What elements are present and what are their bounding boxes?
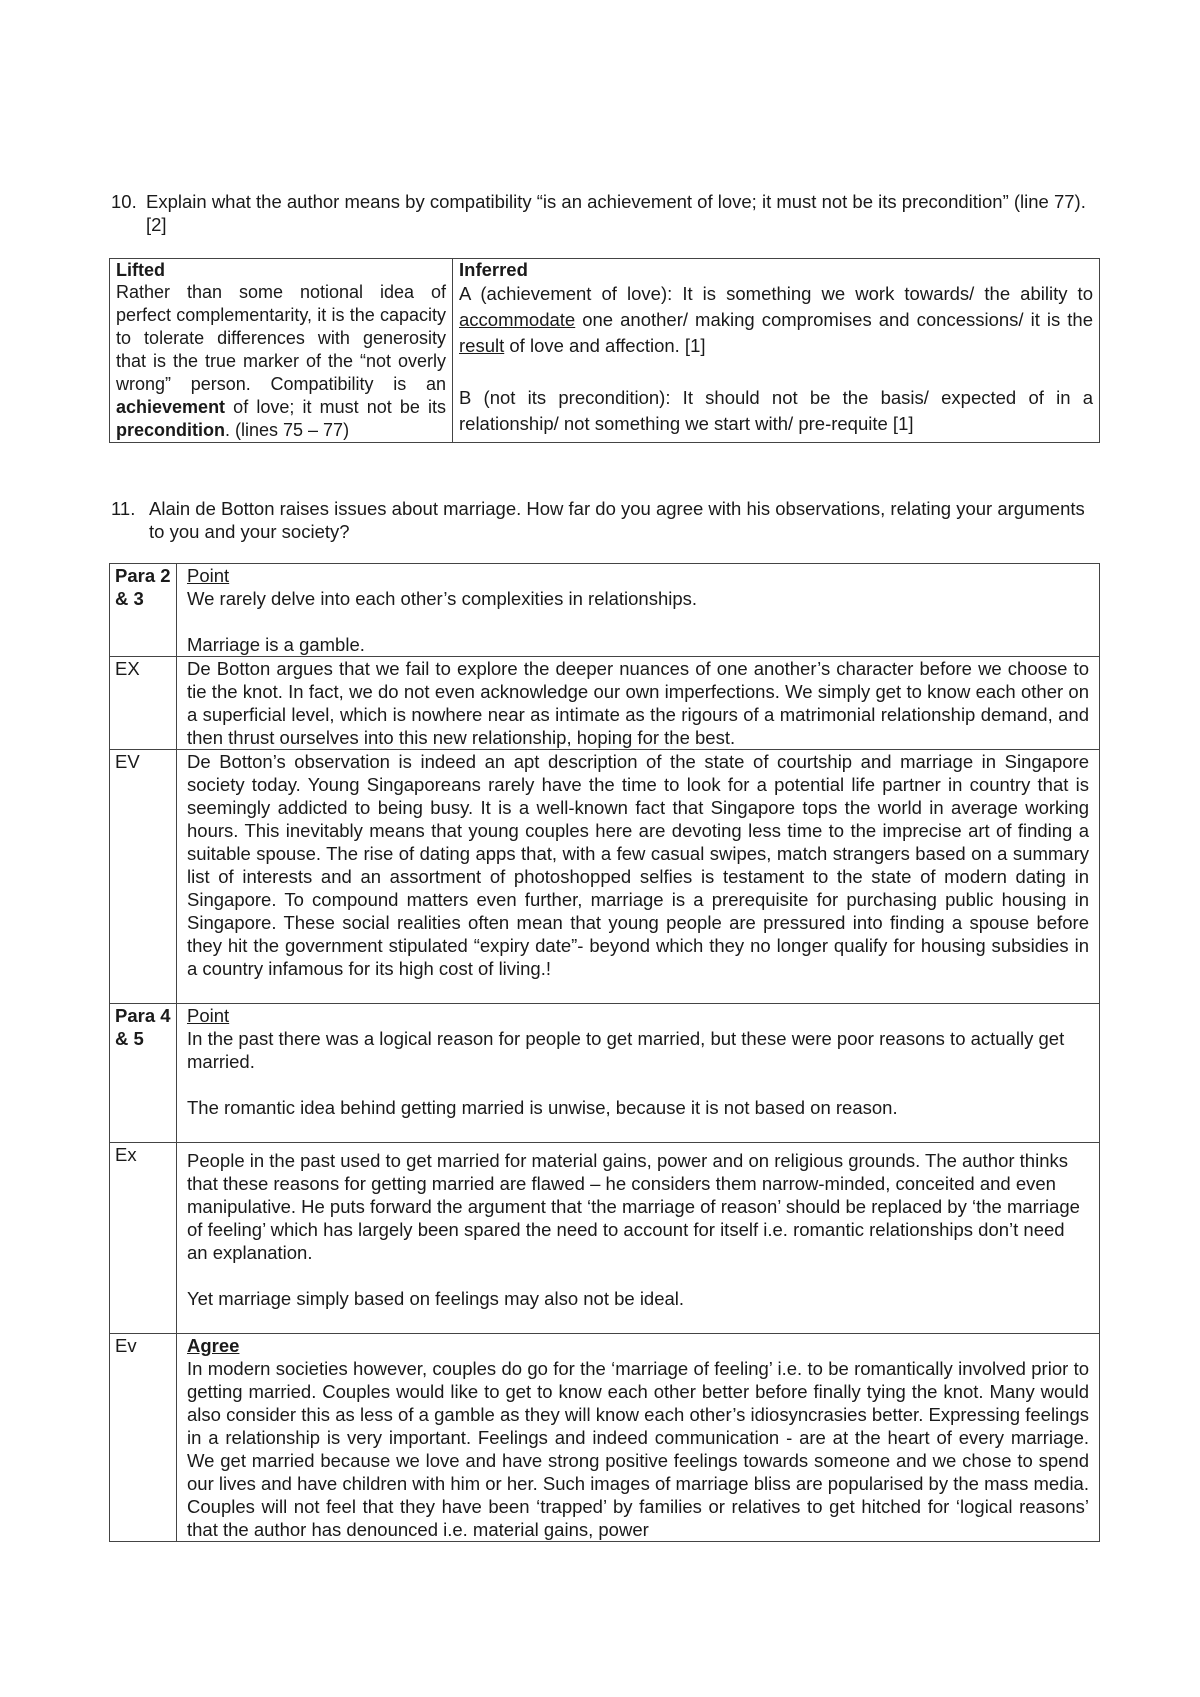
row-label: Ev [110,1334,177,1542]
question-text: Explain what the author means by compatibility “is an achievement of love; it must not be its precondition” (line 77). [2] [146,191,1086,235]
inferred-header: Inferred [459,259,528,280]
answer-table-q10 [109,258,1100,443]
table-row [110,1004,1100,1143]
row-label: Para 4 & 5 [110,1004,177,1143]
row-label: EX [110,657,177,750]
inferred-point-b: B (not its precondition): It should not be the basis/ expected of in a relationship/ not something we start with/ pre-requite [1] [459,387,1093,434]
row-content [177,1334,1100,1542]
table-row [110,1143,1100,1334]
question-number: 10. [111,191,137,212]
lifted-text: Rather than some notional idea of perfect complementarity, it is the capacity to tolerate differences with generosity that is the true marker of the “not overly wrong” person. Compatibility is an achievement of love; it must not be its precondition. (lines 75 – 77) [116,282,446,440]
question-text: Alain de Botton raises issues about marriage. How far do you agree with his observations, relating your arguments to you and your society? [149,498,1085,542]
row-label: EV [110,750,177,1004]
point-text: Marriage is a gamble. [187,634,365,655]
row-content [177,1004,1100,1143]
point-heading: Point [187,565,230,586]
answer-table-q11 [109,563,1100,1542]
question-10 [111,190,1101,236]
evaluation-heading: Agree [187,1335,240,1356]
inferred-point-a: A (achievement of love): It is something we work towards/ the ability to accommodate one another/ making compromises and concessions/ it is the result of love and affection. [1] [459,283,1093,356]
point-text: We rarely delve into each other’s complexities in relationships. [187,588,698,609]
evaluation-text: In modern societies however, couples do go for the ‘marriage of feeling’ i.e. to be romantically involved prior to getting married. Couples would like to get to know each other better before finally tying the knot. Many would also consider this as less of a gamble as they will know each other’s idiosyncrasies better. Expressing feelings in a relationship is very important. Feelings and indeed communication - are at the heart of every marriage. We get married because we love and have strong positive feelings towards someone and we chose to spend our lives and have children with him or her. Such images of marriage bliss are popularised by the mass media. Couples will not feel that they have been ‘trapped’ by families or relatives to get hitched for ‘logical reasons’ that the author has denounced i.e. material gains, power [187,1358,1089,1540]
point-heading: Point [187,1005,230,1026]
explanation-text: People in the past used to get married for material gains, power and on religious grounds. The author thinks that these reasons for getting married are flawed – he considers them narrow-minded, conceited and even manipulative. He puts forward the argument that ‘the marriage of reason’ should be replaced by ‘the marriage of feeling’ which has largely been spared the need to account for itself i.e. romantic relationships don’t need an explanation. [187,1150,1080,1263]
explanation-text: Yet marriage simply based on feelings may also not be ideal. [187,1288,685,1309]
row-content [177,564,1100,657]
inferred-cell [453,259,1100,443]
lifted-cell [110,259,453,443]
question-11 [111,497,1101,543]
row-content: De Botton’s observation is indeed an apt description of the state of courtship and marriage in Singapore society today. Young Singaporeans rarely have the time to look for a potential life partner in country that is seemingly addicted to being busy. It is a well-known fact that Singapore tops the world in average working hours. This inevitably means that young couples here are devoting less time to the imprecise art of finding a suitable spouse. The rise of dating apps that, with a few casual swipes, match strangers based on a summary list of interests and an assortment of photoshopped selfies is testament to the state of modern dating in Singapore. To compound matters even further, marriage is a prerequisite for purchasing public housing in Singapore. These social realities often mean that young people are pressured into finding a spouse before they hit the government stipulated “expiry date”- beyond which they no longer qualify for housing subsidies in a country infamous for its high cost of living.! [177,750,1100,1004]
lifted-header: Lifted [116,260,165,280]
row-content: De Botton argues that we fail to explore the deeper nuances of one another’s character before we choose to tie the knot. In fact, we do not even acknowledge our own imperfections. We simply get to know each other on a superficial level, which is nowhere near as intimate as the rigours of a matrimonial relationship demand, and then thrust ourselves into this new relationship, hoping for the best. [177,657,1100,750]
table-row [110,1334,1100,1542]
point-text: The romantic idea behind getting married is unwise, because it is not based on reason. [187,1097,898,1118]
row-label: Para 2 & 3 [110,564,177,657]
row-content [177,1143,1100,1334]
row-label: Ex [110,1143,177,1334]
question-number: 11. [111,498,136,519]
point-text: In the past there was a logical reason for people to get married, but these were poor reasons to actually get married. [187,1028,1065,1072]
table-row [110,657,1100,750]
table-row [110,750,1100,1004]
table-row [110,564,1100,657]
